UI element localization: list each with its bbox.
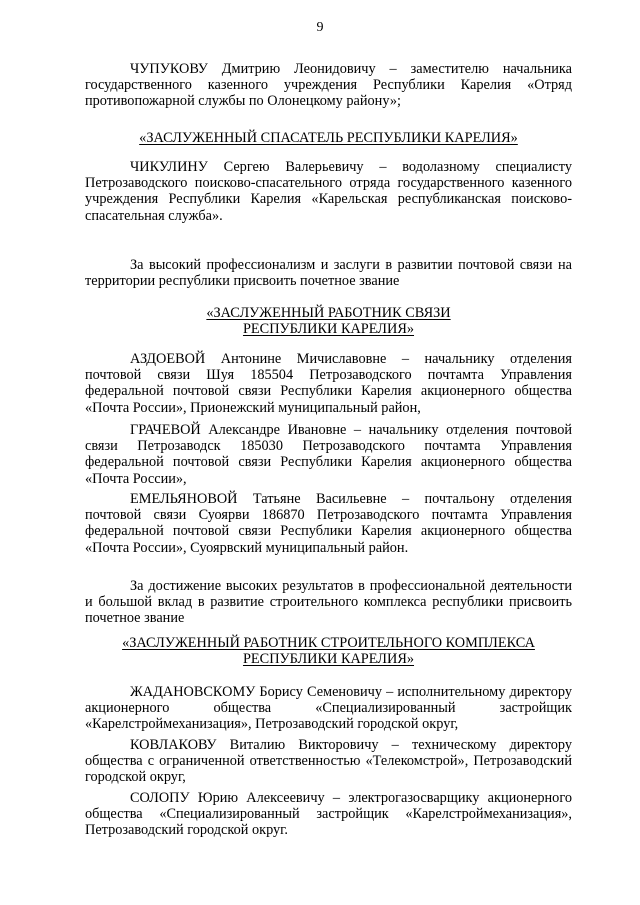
award-paragraph-zhadanovsky: ЖАДАНОВСКОМУ Борису Семеновичу – исполнительному директору акционерного общества «Специализированный застройщик «Карелстроймеханизация», Петрозаводский городской округ,	[85, 684, 572, 733]
award-title-line: РЕСПУБЛИКИ КАРЕЛИЯ»	[242, 321, 415, 338]
award-paragraph-chupukov: ЧУПУКОВУ Дмитрию Леонидовичу – заместителю начальника государственного казенного учреждения Республики Карелия «Отряд противопожарной службы по Олонецкому району»;	[85, 61, 572, 110]
award-title-line: «ЗАСЛУЖЕННЫЙ СПАСАТЕЛЬ РЕСПУБЛИКИ КАРЕЛИЯ»	[139, 130, 518, 146]
award-paragraph-emelyanova: ЕМЕЛЬЯНОВОЙ Татьяне Васильевне – почтальону отделения почтовой связи Суоярви 186870 Петрозаводского почтамта Управления федеральной почтовой связи Республики Карелия акционерного общества «Почта России», Суоярвский муниципальный район.	[85, 491, 572, 556]
intro-paragraph-construction: За достижение высоких результатов в профессиональной деятельности и большой вклад в развитие строительного комплекса республики присвоить почетное звание	[85, 578, 572, 627]
award-title-line: «ЗАСЛУЖЕННЫЙ РАБОТНИК СТРОИТЕЛЬНОГО КОМПЛЕКСА	[122, 635, 535, 651]
award-paragraph-azdoeva: АЗДОЕВОЙ Антонине Мичиславовне – начальнику отделения почтовой связи Шуя 185504 Петрозаводского почтамта Управления федеральной почтовой связи Республики Карелия акционерного общества «Почта России», Прионежский муниципальный район,	[85, 351, 572, 416]
award-paragraph-kovlakov: КОВЛАКОВУ Виталию Викторовичу – техническому директору общества с ограниченной ответственностью «Телекомстрой», Петрозаводский городской округ,	[85, 737, 572, 786]
award-paragraph-chikulin: ЧИКУЛИНУ Сергею Валерьевичу – водолазному специалисту Петрозаводского поисково-спасательного отряда государственного казенного учреждения Республики Карелия «Карельская республиканская поисково-спасательная служба».	[85, 159, 572, 224]
award-paragraph-gracheva: ГРАЧЕВОЙ Александре Ивановне – начальнику отделения почтовой связи Петрозаводск 185030 Петрозаводского почтамта Управления федеральной почтовой связи Республики Карелия акционерного общества «Почта России»,	[85, 422, 572, 487]
award-title-construction	[85, 635, 572, 667]
award-title-rescuer	[85, 130, 572, 146]
award-title-line: РЕСПУБЛИКИ КАРЕЛИЯ»	[242, 651, 415, 668]
award-paragraph-solop: СОЛОПУ Юрию Алексеевичу – электрогазосварщику акционерного общества «Специализированный застройщик «Карелстроймеханизация», Петрозаводский городской округ.	[85, 790, 572, 839]
intro-paragraph-postal: За высокий профессионализм и заслуги в развитии почтовой связи на территории республики присвоить почетное звание	[85, 257, 572, 290]
award-title-line: «ЗАСЛУЖЕННЫЙ РАБОТНИК СВЯЗИ	[206, 305, 451, 321]
award-title-communications	[85, 305, 572, 337]
page-number: 9	[316, 20, 324, 35]
